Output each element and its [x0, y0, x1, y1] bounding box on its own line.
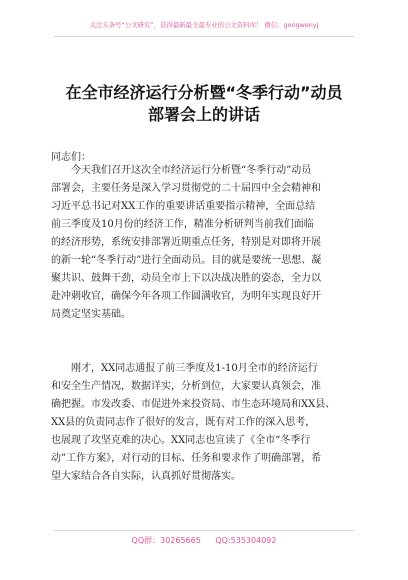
paragraph-1 — [51, 162, 359, 324]
footer-contact — [0, 535, 408, 546]
paragraph-line: 动”工作方案》，对行动的目标、任务和要求作了明确部署，希 — [51, 453, 322, 464]
paragraph-line: 聚共识、鼓舞干劲，动员全市上下以决战决胜的姿态，全力以 — [51, 273, 321, 284]
title-line-2: 部署会上的讲话 — [147, 105, 260, 124]
footer-qq-group: QQ群：30265665 — [131, 536, 201, 545]
greeting: 同志们： — [51, 152, 91, 163]
paragraph-line: 习近平总书记对XX工作的重要讲话重要指示精神，全面总结 — [51, 201, 316, 212]
paragraph-line: 赴冲刺收官，确保今年各项工作圆满收官，为明年实现良好开 — [51, 291, 321, 302]
title-line-1: 在全市经济运行分析暨“冬季行动”动员 — [65, 83, 343, 102]
paragraph-line: 前三季度及10月份的经济工作，精准分析研判当前我们面临 — [51, 219, 314, 230]
footer-qq: QQ:535304092 — [215, 536, 277, 545]
footer-divider — [54, 530, 354, 531]
paragraph-line: 局奠定坚实基础。 — [51, 309, 131, 320]
paragraph-line: 部署会，主要任务是深入学习贯彻党的二十届四中全会精神和 — [51, 183, 321, 194]
document-title — [40, 82, 368, 126]
paragraph-2 — [51, 360, 359, 486]
paragraph-line: 的经济形势，系统安排部署近期重点任务，特别是对即将开展 — [51, 237, 321, 248]
paragraph-line: 刚才，XX同志通报了前三季度及1-10月全市的经济运行 — [51, 363, 318, 374]
paragraph-line: 望大家结合各自实际，认真抓好贯彻落实。 — [51, 471, 241, 482]
paragraph-line: 确把握。市发改委、市促进外来投资局、市生态环境局和XX县、 — [51, 399, 336, 410]
header-banner: 关注头条号“公文研究”，获得最新最全最专业的公文资料库！ 微信：gongwenyj — [89, 21, 319, 29]
header-divider — [54, 36, 354, 37]
paragraph-line: 和安全生产情况，数据详实，分析到位，大家要认真领会，准 — [51, 381, 321, 392]
paragraph-line: 也展现了攻坚克难的决心。XX同志也宣读了《全市“冬季行 — [51, 435, 311, 446]
paragraph-line: 的新一轮“冬季行动”进行全面动员。目的就是要统一思想、凝 — [51, 255, 322, 266]
paragraph-line: 今天我们召开这次全市经济运行分析暨“冬季行动”动员 — [51, 165, 312, 176]
paragraph-line: XX县的负责同志作了很好的发言，既有对工作的深入思考， — [51, 417, 316, 428]
